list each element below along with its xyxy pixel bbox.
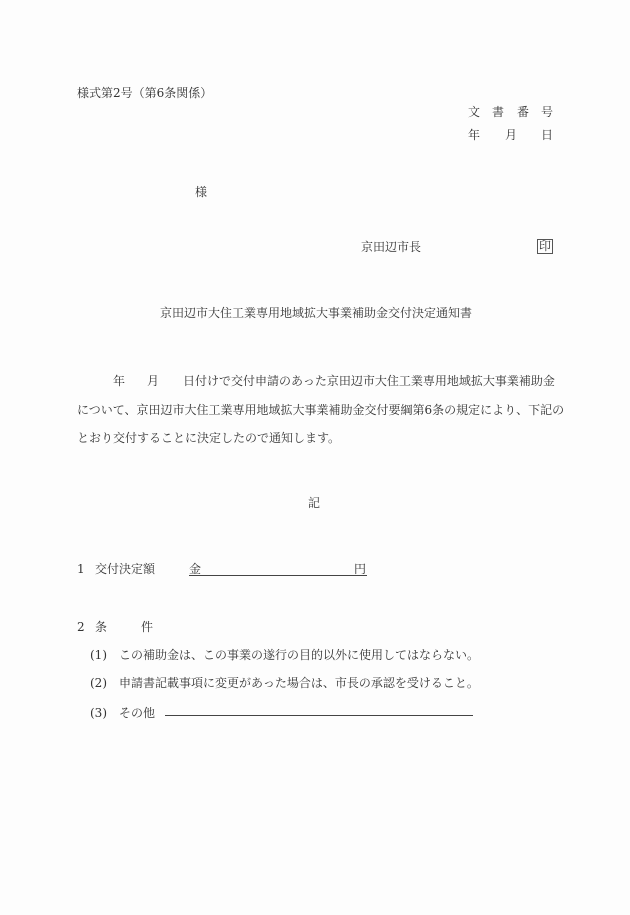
amount-underline: [189, 575, 367, 576]
doc-number-char: 文: [468, 105, 481, 119]
section1-number: 1: [77, 562, 85, 576]
body-line-3: とおり交付することに決定したので通知します。: [77, 431, 341, 445]
doc-number-char: 書: [492, 105, 505, 119]
condition-2-number: (2): [90, 676, 107, 690]
addressee-suffix: 様: [195, 185, 208, 199]
condition-2-text: 申請書記載事項に変更があった場合は、市長の承認を受けること。: [119, 676, 479, 690]
date-month: 月: [505, 128, 518, 142]
section2-number: 2: [77, 620, 85, 634]
ki-heading: 記: [308, 496, 321, 510]
doc-number-char: 号: [541, 105, 554, 119]
amount-prefix: 金: [189, 562, 202, 576]
body-month: 月: [147, 374, 160, 388]
body-line-2: について、京田辺市大住工業専用地域拡大事業補助金交付要綱第6条の規定により、下記の: [77, 403, 565, 417]
section2-label-b: 件: [141, 620, 154, 634]
condition-1-text: この補助金は、この事業の遂行の目的以外に使用してはならない。: [119, 648, 480, 662]
issuer-name: 京田辺市長: [361, 240, 422, 254]
date-year: 年: [468, 128, 481, 142]
document-title: 京田辺市大住工業専用地域拡大事業補助金交付決定通知書: [160, 306, 473, 320]
doc-number-char: 番: [517, 105, 530, 119]
section2-label-a: 条: [95, 620, 108, 634]
body-year: 年: [113, 374, 126, 388]
other-underline: [165, 715, 473, 716]
form-label: 様式第2号（第6条関係）: [77, 86, 213, 100]
date-day: 日: [541, 128, 554, 142]
condition-1-number: (1): [90, 648, 107, 662]
condition-3-number: (3): [90, 706, 107, 720]
condition-3-text: その他: [119, 706, 156, 720]
section1-label: 交付決定額: [95, 562, 156, 576]
amount-suffix: 円: [354, 562, 367, 576]
body-line-1: 日付けで交付申請のあった京田辺市大住工業専用地域拡大事業補助金: [183, 374, 555, 388]
seal-mark: 印: [539, 239, 552, 253]
